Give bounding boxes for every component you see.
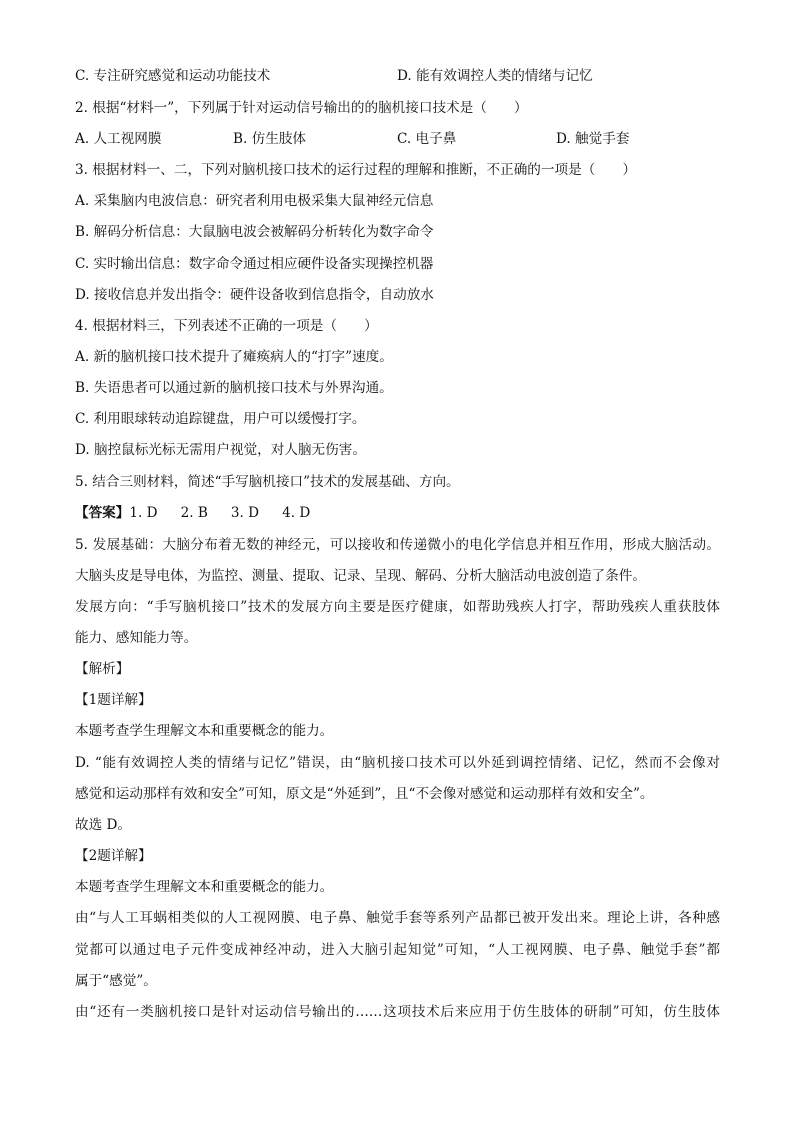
analysis-2-line: 觉都可以通过电子元件变成神经冲动，进入大脑引起知觉”可知，“人工视网膜、电子鼻、触觉手套”都: [75, 942, 720, 958]
question-3-option-b: B. 解码分析信息：大鼠脑电波会被解码分析转化为数字命令: [75, 224, 434, 240]
analysis-2-line: 属于“感觉”。: [75, 973, 157, 989]
answer-5-line: 发展方向：“手写脑机接口”技术的发展方向主要是医疗健康，如帮助残疾人打字，帮助残疾人重获肢体: [75, 599, 720, 615]
answer-item-4: 4. D: [282, 505, 311, 521]
question-2-option-d: D. 触觉手套: [556, 131, 630, 147]
answer-item-3: 3. D: [230, 505, 260, 521]
analysis-2-line: 由“与人工耳蜗相类似的人工视网膜、电子鼻、触觉手套等系列产品都已被开发出来。理论上讲，各种感: [75, 910, 720, 926]
question-3-option-a: A. 采集脑内电波信息：研究者利用电极采集大鼠神经元信息: [75, 193, 434, 209]
question-4-option-d: D. 脑控鼠标光标无需用户视觉，对人脑无伤害。: [75, 442, 366, 458]
question-2-option-b: B. 仿生肢体: [233, 131, 307, 147]
analysis-2-line: 本题考查学生理解文本和重要概念的能力。: [75, 879, 334, 895]
question-2-options-row: [75, 129, 720, 149]
analysis-1-line: 感觉和运动那样有效和安全”可知，原文是“外延到”，且“不会像对感觉和运动那样有效和安全”。: [75, 786, 654, 802]
analysis-1-line: 本题考查学生理解文本和重要概念的能力。: [75, 723, 334, 739]
analysis-2-line: 由“还有一类脑机接口是针对运动信号输出的……这项技术后来应用于仿生肢体的研制”可知，仿生肢体: [75, 1004, 720, 1020]
analysis-heading: 【解析】: [75, 661, 130, 677]
question-4-stem: 4. 根据材料三，下列表述不正确的一项是（ ）: [75, 318, 378, 334]
question-3-option-c: C. 实时输出信息：数字命令通过相应硬件设备实现操控机器: [75, 256, 434, 272]
question-3-stem: 3. 根据材料一、二，下列对脑机接口技术的运行过程的理解和推断，不正确的一项是（ ）: [75, 162, 637, 178]
question-2-option-c: C. 电子鼻: [397, 131, 457, 147]
answer-5-line: 大脑头皮是导电体，为监控、测量、提取、记录、呈现、解码、分析大脑活动电波创造了条件。: [75, 568, 646, 584]
question-2-option-a: A. 人工视网膜: [75, 131, 162, 147]
question-5-stem: 5. 结合三则材料，简述“手写脑机接口”技术的发展基础、方向。: [75, 474, 460, 490]
analysis-1-line: 故选 D。: [75, 817, 132, 833]
question-4-option-c: C. 利用眼球转动追踪键盘，用户可以缓慢打字。: [75, 411, 366, 427]
answer-5-line: 能力、感知能力等。: [75, 630, 198, 646]
question-2-stem: 2. 根据“材料一”，下列属于针对运动信号输出的的脑机接口技术是（ ）: [75, 100, 528, 116]
question-1-option-d: D. 能有效调控人类的情绪与记忆: [397, 68, 593, 84]
question-4-option-b: B. 失语患者可以通过新的脑机接口技术与外界沟通。: [75, 380, 393, 396]
answer-item-1: 1. D: [129, 505, 158, 521]
question-4-option-a: A. 新的脑机接口技术提升了瘫痪病人的“打字”速度。: [75, 349, 393, 365]
answer-item-2: 2. B: [180, 505, 208, 521]
analysis-2-heading: 【2题详解】: [75, 848, 152, 864]
answer-row: [75, 503, 310, 523]
answer-5-line: 5. 发展基础：大脑分布着无数的神经元，可以接收和传递微小的电化学信息并相互作用，形成大脑活动。: [75, 537, 720, 553]
question-1-option-c: C. 专注研究感觉和运动功能技术: [75, 68, 271, 84]
question-1-options-row: [75, 66, 720, 86]
analysis-1-line: D. “能有效调控人类的情绪与记忆”错误，由“脑机接口技术可以外延到调控情绪、记忆，然而不会像对: [75, 755, 720, 771]
question-3-option-d: D. 接收信息并发出指令：硬件设备收到信息指令，自动放水: [75, 287, 434, 303]
analysis-1-heading: 【1题详解】: [75, 692, 152, 708]
answer-label: 【答案】: [75, 505, 130, 521]
